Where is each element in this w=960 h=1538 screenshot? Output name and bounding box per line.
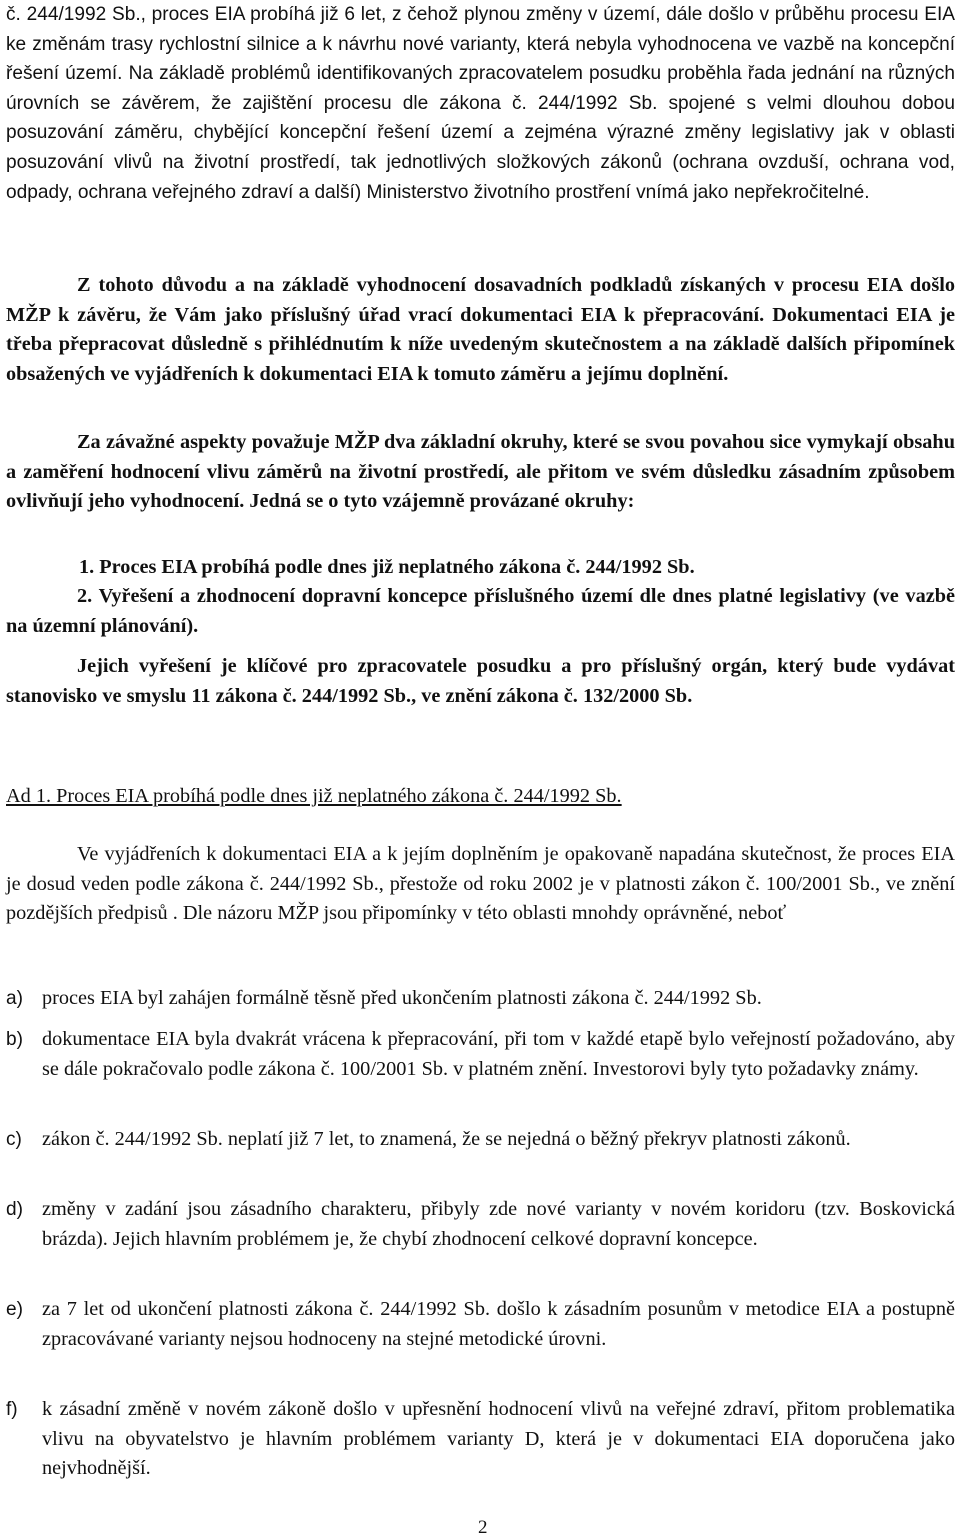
list-item-label: a) [6,988,23,1009]
aspects-paragraph: Za závažné aspekty považuje MŽP dva základní okruhy, které se svou povahou sice vymykají obsahu a zaměření hodnocení vlivu záměrů na životní prostředí, ale přitom ve svém důsledku zásadním způsobem ovlivňují jeho vyhodnocení. Jedná se o tyto vzájemně provázané okruhy: [6,431,955,513]
list-item-text: k zásadní změně v novém zákoně došlo v upřesnění hodnocení vlivů na veřejné zdraví, přitom problematika vlivu na obyvatelstvo je hlavním problémem varianty D, která je v dokumentaci EIA doporučena jako nejvhodnější. [42,1398,955,1480]
list-item-label: b) [6,1029,23,1050]
list-item-text: změny v zadání jsou zásadního charakteru, přibyly zde nové varianty v novém koridoru (tzv. Boskovická brázda). Jejich hlavním problémem je, že chybí zhodnocení celkové dopravní koncepce. [42,1198,955,1250]
list-item-text: dokumentace EIA byla dvakrát vrácena k přepracování, při tom v každé etapě bylo veřejností požadováno, aby se dále pokračovalo podle zákona č. 100/2001 Sb. v platném znění. Investorovi byly tyto požadavky známy. [42,1028,955,1080]
ad1-paragraph: Ve vyjádřeních k dokumentaci EIA a k jejím doplněním je opakovaně napadána skutečnost, že proces EIA je dosud veden podle zákona č. 244/1992 Sb., přestože od roku 2002 je v platnosti zákon č. 100/2001 Sb., ve znění pozdějších předpisů . Dle názoru MŽP jsou připomínky v této oblasti mnohdy oprávněné, neboť [6,843,955,925]
list-item-label: d) [6,1199,23,1220]
list-item-text: zákon č. 244/1992 Sb. neplatí již 7 let, to znamená, že se nejedná o běžný překryv platnosti zákonů. [42,1128,851,1150]
document-page [6,0,955,1537]
list-item-label: e) [6,1299,23,1320]
ad1-heading: Ad 1. Proces EIA probíhá podle dnes již neplatného zákona č. 244/1992 Sb. [6,785,622,807]
list-item-text: proces EIA byl zahájen formálně těsně před ukončením platnosti zákona č. 244/1992 Sb. [42,987,762,1009]
numbered-item-1: 1. Proces EIA probíhá podle dnes již neplatného zákona č. 244/1992 Sb. [79,556,695,578]
key-paragraph: Jejich vyřešení je klíčové pro zpracovatele posudku a pro příslušný orgán, který bude vydávat stanovisko ve smyslu 11 zákona č. 244/1992 Sb., ve znění zákona č. 132/2000 Sb. [6,655,955,707]
numbered-item-2: 2. Vyřešení a zhodnocení dopravní koncepce příslušného území dle dnes platné legislativy (ve vazbě na územní plánování). [6,585,955,637]
intro-paragraph: č. 244/1992 Sb., proces EIA probíhá již 6 let, z čehož plynou změny v území, dále došlo v průběhu procesu EIA ke změnám trasy rychlostní silnice a k návrhu nové varianty, která nebyla vyhodnocena ve vazbě na koncepční řešení území. Na základě problémů identifikovaných zpracovatelem posudku proběhla řada jednání na různých úrovních se závěrem, že zajištění procesu dle zákona č. 244/1992 Sb. spojené s velmi dlouhou dobou posuzování záměru, chybějící koncepční řešení území a zejména výrazné změny legislativy jak v oblasti posuzování vlivů na životní prostředí, tak jednotlivých složkových zákonů (ochrana ovzduší, ochrana vod, odpady, ochrana veřejného zdraví a další) Ministerstvo životního prostření vnímá jako nepřekročitelné. [6,4,955,203]
page-number: 2 [478,1517,488,1538]
list-item-text: za 7 let od ukončení platnosti zákona č. 244/1992 Sb. došlo k zásadním posunům v metodice EIA a postupně zpracovávané varianty nejsou hodnoceny na stejné metodické úrovni. [42,1298,955,1350]
decision-paragraph: Z tohoto důvodu a na základě vyhodnocení dosavadních podkladů získaných v procesu EIA došlo MŽP k závěru, že Vám jako příslušný úřad vrací dokumentaci EIA k přepracování. Dokumentaci EIA je třeba přepracovat důsledně s přihlédnutím k níže uvedeným skutečnostem a na základě dalších připomínek obsažených ve vyjádřeních k dokumentaci EIA k tomuto záměru a jejímu doplnění. [6,274,955,385]
list-item-label: f) [6,1399,18,1420]
list-item-label: c) [6,1129,22,1150]
